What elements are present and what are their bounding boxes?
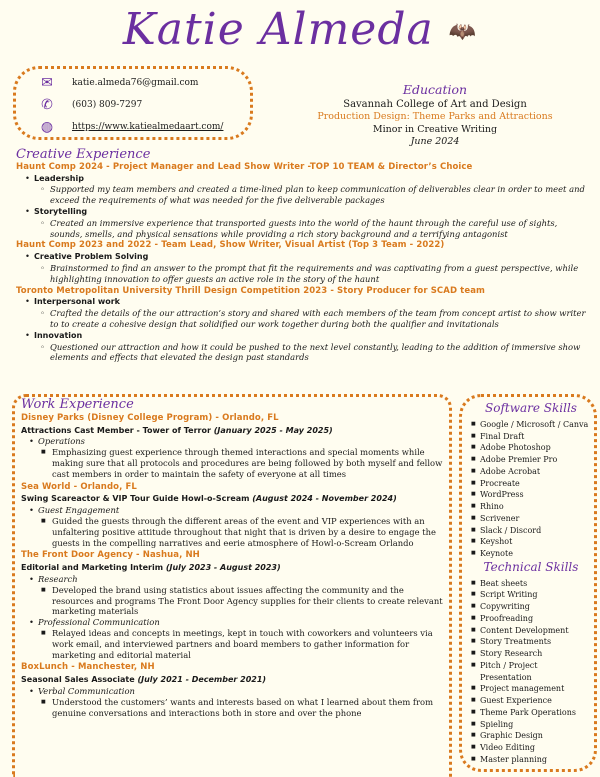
skill-item: ■ Scrivener bbox=[480, 513, 590, 525]
skill-item: ■ Google / Microsoft / Canva bbox=[480, 419, 590, 431]
job-dates: (August 2024 - November 2024) bbox=[252, 494, 397, 504]
skill-item: ■ Rhino bbox=[480, 501, 590, 513]
job-dates: (July 2021 - December 2021) bbox=[137, 675, 267, 685]
skill-item: ■ Keyshot bbox=[480, 536, 590, 548]
list-item bbox=[34, 206, 586, 239]
email-text[interactable]: katie.almeda76@gmail.com bbox=[72, 78, 199, 88]
job-title: Attractions Cast Member - Tower of Terror (January 2025 - May 2025) bbox=[21, 425, 333, 435]
page-title bbox=[0, 4, 600, 59]
education-title: Education bbox=[402, 82, 468, 97]
skill-detail: ◦ Crafted the details of the our attraction’s story and shared with each members of the team from concept artist to show writer to to create a cohesive design that solidified our work together during both the qualifier and invitationals bbox=[50, 308, 586, 330]
list-item bbox=[34, 296, 586, 329]
list-item: • Guest Engagement ■ Guided the guests through the different areas of the event and VIP experiences with an unfaltering positive attitude throughout that night that is driven by a desire to engage the guests in the compelling narratives and eerie atmosphere of Howl-o-Scream Orlando bbox=[38, 505, 443, 548]
education-school: Savannah College of Art and Design bbox=[343, 98, 527, 110]
work-org: Sea World - Orlando, FL bbox=[21, 481, 137, 492]
job-title: Editorial and Marketing Interim (July 2023 - August 2023) bbox=[21, 563, 281, 573]
work-org: The Front Door Agency - Nashua, NH bbox=[21, 550, 200, 561]
job-detail: ■ Relayed ideas and concepts in meetings, kept in touch with coworkers and volunteers via work email, and interviewed partners and board members to gather information for marketing and editorial material bbox=[52, 628, 443, 660]
skill-item: ■ Procreate bbox=[480, 478, 590, 490]
creative-list bbox=[16, 296, 586, 363]
technical-skills-title: Technical Skills bbox=[483, 559, 579, 574]
work-experience-section bbox=[12, 394, 452, 777]
globe-icon: ◍ bbox=[40, 119, 54, 135]
skill-item: ■ Pitch / Project Presentation bbox=[480, 660, 590, 684]
skill-item: ■ Adobe Acrobat bbox=[480, 466, 590, 478]
skill-item: ■ Theme Park Operations bbox=[480, 707, 590, 719]
skill-item: ■ Adobe Premier Pro bbox=[480, 454, 590, 466]
skill-item: ■ Master planning bbox=[480, 754, 590, 766]
contact-website bbox=[34, 116, 250, 138]
list-item: • Research ■ Developed the brand using statistics about issues affecting the community and the resources and programs The Front Door Agency supplies for their clients to create relevant marketing materials bbox=[38, 574, 443, 617]
skill-item: ■ Graphic Design bbox=[480, 730, 590, 742]
skill-head: Creative Problem Solving bbox=[34, 252, 149, 262]
creative-title: Creative Experience bbox=[16, 147, 151, 162]
education-minor: Minor in Creative Writing bbox=[372, 123, 498, 135]
skill-item: ■ Keynote bbox=[480, 548, 590, 560]
software-skills-title: Software Skills bbox=[485, 401, 577, 415]
education-program: Production Design: Theme Parks and Attractions bbox=[317, 111, 553, 122]
phone-text: (603) 809-7297 bbox=[72, 100, 143, 110]
software-skills-list bbox=[472, 419, 590, 560]
skill-item: ■ Slack / Discord bbox=[480, 525, 590, 537]
skill-detail: ◦ Brainstormed to find an answer to the prompt that fit the requirements and was captivating from a guest perspective, while highlighting innovation to offer guests an active role in the story of the haunt bbox=[50, 263, 586, 285]
bat-icon: 🦇 bbox=[448, 19, 478, 45]
technical-skills-list bbox=[472, 578, 590, 766]
skill-item: ■ Spieling bbox=[480, 719, 590, 731]
creative-list bbox=[16, 251, 586, 284]
skill-item: ■ Guest Experience bbox=[480, 695, 590, 707]
skill-item: ■ Beat sheets bbox=[480, 578, 590, 590]
job-title: Swing Scareactor & VIP Tour Guide Howl-o-Scream (August 2024 - November 2024) bbox=[21, 494, 397, 504]
job-dates: (January 2025 - May 2025) bbox=[213, 425, 333, 435]
creative-list bbox=[16, 173, 586, 240]
skills-box bbox=[459, 394, 597, 772]
list-item: • Professional Communication ■ Relayed ideas and concepts in meetings, kept in touch with coworkers and volunteers via work email, and interviewed partners and board members to gather information for marketing and editorial material bbox=[38, 617, 443, 660]
website-link[interactable]: https://www.katiealmedaart.com/ bbox=[72, 122, 224, 132]
skill-item: ■ Adobe Photoshop bbox=[480, 442, 590, 454]
skill-head: Storytelling bbox=[34, 206, 88, 216]
skill-head: Interpersonal work bbox=[34, 297, 120, 307]
list-item bbox=[34, 330, 586, 363]
job-title: Seasonal Sales Associate (July 2021 - December 2021) bbox=[21, 675, 267, 685]
skill-item: ■ Story Treatments bbox=[480, 636, 590, 648]
skill-item: ■ Content Development bbox=[480, 625, 590, 637]
work-title: Work Experience bbox=[21, 397, 134, 412]
contact-phone bbox=[34, 94, 250, 116]
job-detail: ■ Emphasizing guest experience through themed interactions and special moments while making sure that all protocols and procedures are being followed by both myself and fellow cast members in order to maintain the safety of everyone at all times bbox=[52, 447, 443, 479]
skill-item: ■ Story Research bbox=[480, 648, 590, 660]
work-org: BoxLunch - Manchester, NH bbox=[21, 662, 155, 673]
skill-item: ■ Script Writing bbox=[480, 589, 590, 601]
job-dates: (July 2023 - August 2023) bbox=[165, 563, 281, 573]
contact-email bbox=[34, 72, 250, 94]
contact-box bbox=[13, 66, 253, 140]
work-org: Disney Parks (Disney College Program) - Orlando, FL bbox=[21, 412, 279, 423]
creative-experience-section bbox=[16, 147, 586, 363]
creative-org: Toronto Metropolitan University Thrill Design Competition 2023 - Story Producer for SCAD team bbox=[16, 285, 485, 296]
skill-item: ■ Final Draft bbox=[480, 431, 590, 443]
skill-head: Innovation bbox=[34, 330, 83, 340]
skill-detail: ◦ Supported my team members and created a time-lined plan to keep communication of deliverables clear in order to meet and exceed the requirements of what was needed for the five deliverable packages bbox=[50, 184, 586, 206]
phone-icon: ✆ bbox=[41, 97, 53, 113]
skill-head: Leadership bbox=[34, 173, 84, 183]
skill-item: ■ Project management bbox=[480, 683, 590, 695]
skill-detail: ◦ Created an immersive experience that transported guests into the world of the haunt through the careful use of sights, sounds, smells, and physical sensations while providing a rich story background and a terrifying antagonist bbox=[50, 218, 586, 240]
creative-org: Haunt Comp 2024 - Project Manager and Lead Show Writer -TOP 10 TEAM & Director’s Choice bbox=[16, 161, 473, 172]
job-detail: ■ Developed the brand using statistics about issues affecting the community and the resources and programs The Front Door Agency supplies for their clients to create relevant marketing materials bbox=[52, 585, 443, 617]
envelope-icon: ✉ bbox=[41, 75, 53, 91]
skill-item: ■ Copywriting bbox=[480, 601, 590, 613]
list-item: • Operations ■ Emphasizing guest experience through themed interactions and special moments while making sure that all protocols and procedures are being followed by both myself and fellow cast members in order to maintain the safety of everyone at all times bbox=[38, 436, 443, 479]
name-text: Katie Almeda bbox=[122, 4, 434, 55]
job-detail: ■ Guided the guests through the different areas of the event and VIP experiences with an unfaltering positive attitude throughout that night that is driven by a desire to engage the guests in the compelling narratives and eerie atmosphere of Howl-o-Scream Orlando bbox=[52, 516, 443, 548]
skill-detail: ◦ Questioned our attraction and how it could be pushed to the next level constantly, leading to the addition of immersive show elements and effects that elevated the design past standards bbox=[50, 342, 586, 364]
job-detail: ■ Understood the customers’ wants and interests based on what I learned about them from genuine conversations and interactions both in store and over the phone bbox=[52, 697, 443, 719]
list-item bbox=[34, 251, 586, 284]
skill-item: ■ WordPress bbox=[480, 489, 590, 501]
skill-item: ■ Proofreading bbox=[480, 613, 590, 625]
creative-org: Haunt Comp 2023 and 2022 - Team Lead, Show Writer, Visual Artist (Top 3 Team - 2022) bbox=[16, 240, 445, 251]
education-date: June 2024 bbox=[410, 136, 460, 147]
list-item bbox=[34, 173, 586, 206]
list-item: • Verbal Communication ■ Understood the customers’ wants and interests based on what I learned about them from genuine conversations and interactions both in store and over the phone bbox=[38, 686, 443, 718]
skill-item: ■ Video Editing bbox=[480, 742, 590, 754]
education-section bbox=[310, 84, 560, 149]
